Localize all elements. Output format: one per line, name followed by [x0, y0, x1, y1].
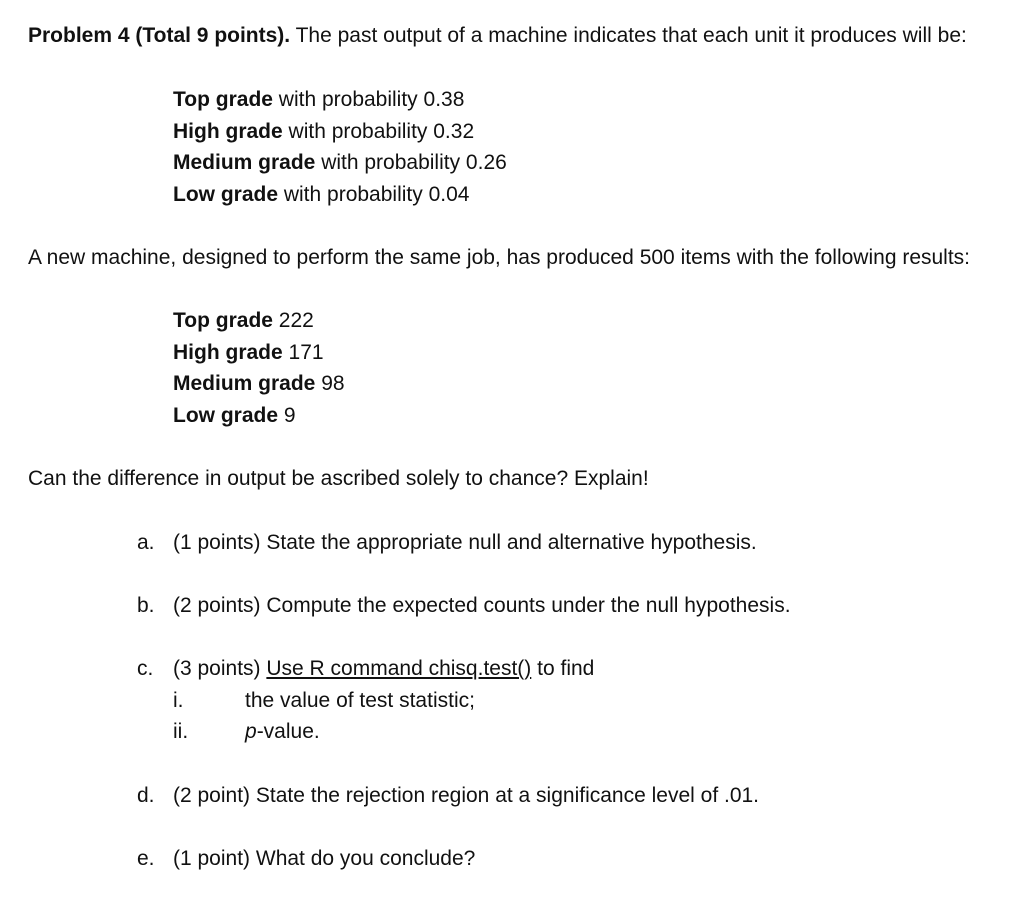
grade-probability: with probability 0.38: [272, 88, 465, 111]
new-results-list: [173, 305, 345, 431]
part-letter: d.: [137, 784, 155, 807]
part-text: (2 points) Compute the expected counts under the null hypothesis.: [173, 594, 791, 617]
grade-count: 171: [282, 340, 324, 364]
subpart-ii: [173, 716, 320, 747]
list-item: [173, 400, 345, 432]
part-letter: a.: [137, 531, 155, 554]
subpart-numeral: i.: [173, 689, 184, 712]
list-item: [173, 305, 345, 337]
grade-count: 9: [278, 403, 296, 427]
chisq-test-link[interactable]: Use R command chisq.test(): [266, 657, 532, 680]
problem-intro-text: The past output of a machine indicates that each unit it produces will be:: [290, 24, 967, 47]
grade-label: Low grade: [173, 182, 279, 206]
grade-label: Medium grade: [173, 151, 316, 174]
part-suffix: to find: [531, 657, 595, 680]
grade-label: Top grade: [173, 88, 273, 111]
part-letter: b.: [137, 594, 155, 617]
part-c: [137, 653, 594, 684]
grade-count: 98: [315, 372, 345, 395]
part-d: [137, 780, 759, 811]
grade-label: Low grade: [173, 403, 279, 427]
part-letter: e.: [137, 847, 155, 870]
grade-label: Top grade: [173, 309, 273, 332]
list-item: [173, 368, 345, 400]
subpart-text: -value.: [256, 720, 320, 743]
part-letter: c.: [137, 657, 154, 680]
part-a: [137, 527, 757, 558]
main-question: Can the difference in output be ascribed solely to chance? Explain!: [28, 467, 649, 490]
list-item: [173, 179, 507, 211]
problem-heading: Problem 4 (Total 9 points).: [28, 24, 291, 47]
grade-probability: with probability 0.32: [282, 119, 475, 143]
grade-label: High grade: [173, 119, 283, 143]
part-prefix: (3 points): [173, 657, 267, 680]
grade-probability: with probability 0.04: [278, 182, 470, 206]
subpart-text: the value of test statistic;: [245, 689, 475, 712]
list-item: [173, 116, 507, 148]
part-text: (2 point) State the rejection region at a significance level of .01.: [173, 784, 760, 807]
part-e: [137, 843, 475, 874]
grade-label: Medium grade: [173, 372, 316, 395]
subpart-italic: p: [245, 720, 257, 743]
grade-probability: with probability 0.26: [315, 151, 507, 174]
subpart-i: [173, 685, 475, 716]
part-text: (1 points) State the appropriate null and alternative hypothesis.: [173, 531, 757, 554]
list-item: [173, 147, 507, 179]
list-item: [173, 337, 345, 369]
part-text: (1 point) What do you conclude?: [173, 847, 476, 870]
list-item: [173, 84, 507, 116]
grade-count: 222: [272, 309, 314, 332]
subpart-numeral: ii.: [173, 720, 189, 743]
prior-probability-list: [173, 84, 507, 210]
new-machine-intro: A new machine, designed to perform the same job, has produced 500 items with the following results:: [28, 246, 971, 269]
part-b: [137, 590, 791, 621]
grade-label: High grade: [173, 340, 283, 364]
problem-intro: [28, 20, 988, 51]
